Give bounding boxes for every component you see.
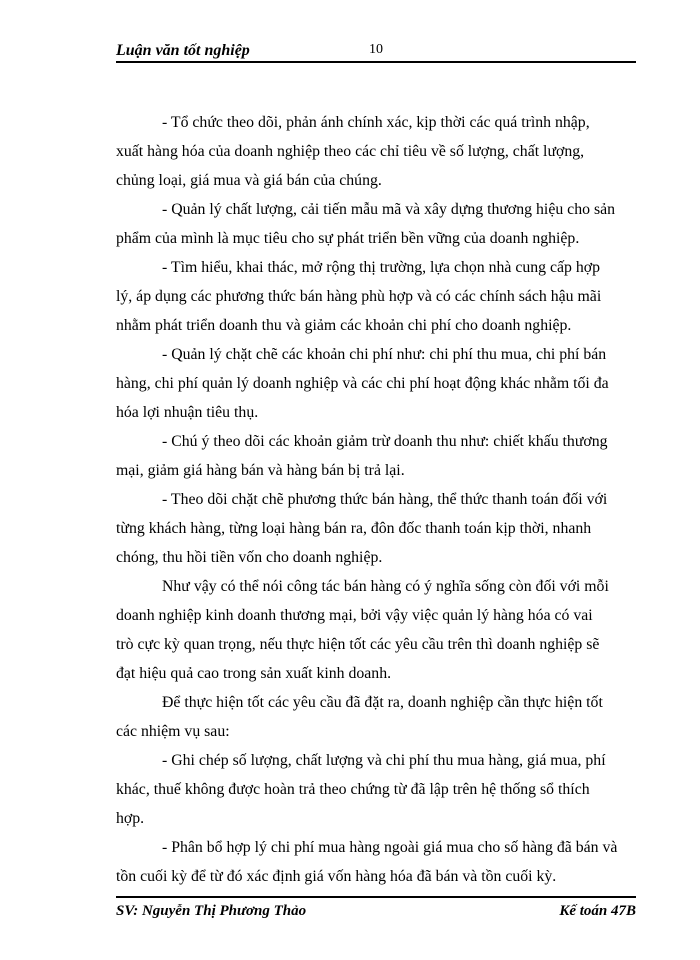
text-line: - Phân bổ hợp lý chi phí mua hàng ngoài giá mua cho số hàng đã bán và [162, 839, 618, 856]
footer-divider [116, 896, 636, 898]
text-line: doanh nghiệp kinh doanh thương mại, bởi vậy việc quản lý hàng hóa có vai [116, 607, 593, 624]
text-line: phẩm của mình là mục tiêu cho sự phát triển bền vững của doanh nghiệp. [116, 230, 580, 247]
text-line: - Quản lý chất lượng, cải tiến mẫu mã và xây dựng thương hiệu cho sản [162, 201, 615, 218]
text-line: - Tìm hiểu, khai thác, mở rộng thị trường, lựa chọn nhà cung cấp hợp [162, 259, 601, 276]
text-line: xuất hàng hóa của doanh nghiệp theo các chỉ tiêu về số lượng, chất lượng, [116, 143, 585, 160]
text-line: các nhiệm vụ sau: [116, 723, 230, 740]
page-footer [116, 901, 636, 925]
text-line: hàng, chi phí quản lý doanh nghiệp và các chi phí hoạt động khác nhằm tối đa [116, 375, 609, 392]
text-line: Như vậy có thể nói công tác bán hàng có ý nghĩa sống còn đối với mỗi [162, 578, 609, 595]
text-line: chủng loại, giá mua và giá bán của chúng. [116, 172, 382, 189]
text-line: chóng, thu hồi tiền vốn cho doanh nghiệp. [116, 549, 383, 566]
text-line: hóa lợi nhuận tiêu thụ. [116, 404, 259, 421]
text-line: - Chú ý theo dõi các khoản giảm trừ doanh thu như: chiết khấu thương [162, 433, 608, 450]
class-name: Kế toán 47B [559, 903, 636, 919]
text-line: trò cực kỳ quan trọng, nếu thực hiện tốt các yêu cầu trên thì doanh nghiệp sẽ [116, 636, 600, 653]
text-line: lý, áp dụng các phương thức bán hàng phù hợp và có các chính sách hậu mãi [116, 288, 602, 305]
page-header [116, 40, 636, 62]
thesis-title: Luận văn tốt nghiệp [116, 42, 250, 59]
text-line: khác, thuế không được hoàn trả theo chứng từ đã lập trên hệ thống sổ thích [116, 781, 590, 798]
text-line: - Theo dõi chặt chẽ phương thức bán hàng, thể thức thanh toán đối với [162, 491, 608, 508]
text-line: nhằm phát triển doanh thu và giảm các khoản chi phí cho doanh nghiệp. [116, 317, 572, 334]
text-line: - Quản lý chặt chẽ các khoản chi phí như: chi phí thu mua, chi phí bán [162, 346, 607, 363]
text-line: - Ghi chép số lượng, chất lượng và chi phí thu mua hàng, giá mua, phí [162, 752, 606, 769]
text-line: đạt hiệu quả cao trong sản xuất kinh doanh. [116, 665, 392, 682]
text-line: - Tổ chức theo dõi, phản ánh chính xác, kịp thời các quá trình nhập, [162, 114, 590, 131]
header-divider [116, 61, 636, 63]
text-line: mại, giảm giá hàng bán và hàng bán bị trả lại. [116, 462, 405, 479]
body-text [116, 108, 626, 891]
student-name: SV: Nguyễn Thị Phương Thảo [116, 903, 307, 919]
text-line: từng khách hàng, từng loại hàng bán ra, đôn đốc thanh toán kịp thời, nhanh [116, 520, 592, 537]
text-line: tồn cuối kỳ để từ đó xác định giá vốn hàng hóa đã bán và tồn cuối kỳ. [116, 868, 557, 885]
page-number: 10 [369, 42, 383, 57]
text-line: Để thực hiện tốt các yêu cầu đã đặt ra, doanh nghiệp cần thực hiện tốt [162, 694, 603, 711]
text-line: hợp. [116, 810, 145, 827]
